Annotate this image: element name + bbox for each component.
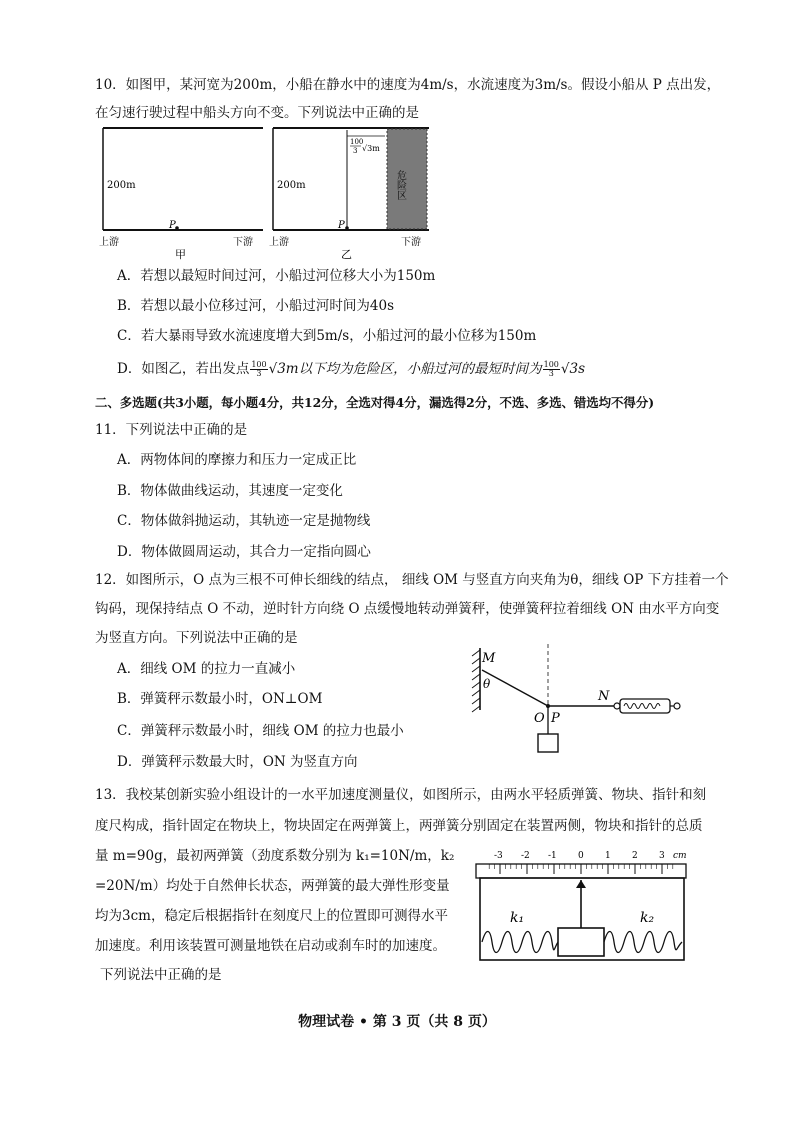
label-k1: k₁ [510,910,525,926]
q10-option-d-mid: √3m以下均为危险区，小船过河的最短时间为 [268,361,542,377]
label-theta: θ [483,677,491,691]
pointer-arrow [576,880,586,888]
caption-b: 乙 [341,248,352,261]
q13-stem-line6: 加速度。利用该装置可测量地铁在启动或刹车时的加速度。 [95,938,446,954]
figure-b [269,128,429,261]
q12-option-d: D．弹簧秤示数最大时，ON 为竖直方向 [117,754,358,770]
start-point-b [345,226,349,230]
scale-tick-labels [494,851,665,861]
tick-label: 2 [632,851,638,861]
section-2-heading: 二、多选题(共3小题，每小题4分，共12分，全选对得4分，漏选得2分，不选、多选、错选均不得分) [95,395,655,410]
caption-a: 甲 [175,248,186,261]
page-footer: 物理试卷 • 第 3 页（共 8 页） [298,1014,496,1030]
q13-stem-line2: 度尺构成，指针固定在物块上，物块固定在两弹簧上，两弹簧分别固定在装置两侧，物块和指针的总质 [95,818,703,834]
q12-option-b: B．弹簧秤示数最小时，ON⊥OM [117,691,323,707]
label-p: P [551,711,560,726]
fraction-2-den: 3 [548,369,554,378]
tick-label: -2 [521,851,530,861]
q11-stem: 11．下列说法中正确的是 [95,422,248,438]
width-label-b: 200m [277,180,306,191]
wall-hatching [472,650,480,712]
tick-label: -3 [494,851,503,861]
string-om [482,670,548,706]
danger-distance-num: 100 [350,138,364,146]
q10-option-b: B．若想以最小位移过河，小船过河时间为40s [117,298,395,314]
q13-accelerometer-figure [470,844,692,966]
block [558,928,604,956]
q12-figure [466,640,686,760]
q11-option-c: C．物体做斜抛运动，其轨迹一定是抛物线 [117,513,371,529]
downstream-label-a: 下游 [233,237,253,248]
start-point-a [175,226,179,230]
spring-balance [614,699,680,713]
tick-label: -1 [548,851,557,861]
q11-option-a: A．两物体间的摩擦力和压力一定成正比 [117,452,357,468]
spring-k1 [482,932,558,953]
fraction-2 [543,361,560,378]
point-label-b: P [338,220,345,231]
q12-option-a: A．细线 OM 的拉力一直减小 [117,661,296,677]
q13-stem-line7: 下列说法中正确的是 [100,967,222,983]
label-m: M [482,651,496,666]
q10-option-a: A．若想以最短时间过河，小船过河位移大小为150m [117,268,436,284]
point-label-a: P [169,220,176,231]
q13-stem-line4: =20N/m）均处于自然伸长状态，两弹簧的最大弹性形变量 [95,878,450,894]
tick-label: 3 [659,851,665,861]
figure-a [99,128,263,261]
q10-option-d-end: √3s [560,361,586,377]
danger-distance-den: 3 [353,147,358,155]
q11-option-b: B．物体做曲线运动，其速度一定变化 [117,483,343,499]
hook-weight [538,734,558,752]
downstream-label-b: 下游 [401,237,421,248]
fraction-1 [250,361,267,378]
q13-stem-line3: 量 m=90g，最初两弹簧（劲度系数分别为 k₁=10N/m，k₂ [95,848,455,864]
q10-option-d-pre: D．如图乙，若出发点 [117,361,250,377]
q12-stem-line1: 12．如图所示，O 点为三根不可伸长细线的结点， 细线 OM 与竖直方向夹角为θ，细线 OP 下方挂着一个 [95,572,729,588]
danger-distance-tail: √3m [362,144,380,153]
q12-stem-line3: 为竖直方向。下列说法中正确的是 [95,630,298,646]
scale-unit: cm [673,851,687,861]
label-o: O [534,711,545,726]
q13-stem-line5: 均为3cm，稳定后根据指针在刻度尺上的位置即可测得水平 [95,908,448,924]
upstream-label-a: 上游 [99,237,119,248]
upstream-label-b: 上游 [269,237,289,248]
q10-stem-line2: 在匀速行驶过程中船头方向不变。下列说法中正确的是 [95,105,419,121]
q13-stem-line1: 13．我校某创新实验小组设计的一水平加速度测量仪，如图所示，由两水平轻质弹簧、物块、指针和刻 [95,787,707,803]
fraction-1-den: 3 [256,369,262,378]
q12-option-c: C．弹簧秤示数最小时，细线 OM 的拉力也最小 [117,723,404,739]
label-n: N [598,689,610,704]
width-label-a: 200m [107,180,136,191]
tick-label: 1 [605,851,611,861]
q10-option-d [117,360,585,378]
q10-river-figure [95,124,435,264]
danger-zone-label: 危险区 [394,170,406,200]
q10-stem-line1: 10．如图甲，某河宽为200m，小船在静水中的速度为4m/s，水流速度为3m/s。假设小船从 P 点出发， [95,77,721,93]
fraction-1-num: 100 [251,360,267,369]
label-k2: k₂ [640,910,655,926]
fraction-2-num: 100 [543,360,559,369]
q12-stem-line2: 钩码，现保持结点 O 不动，逆时针方向绕 O 点缓慢地转动弹簧秤，使弹簧秤拉着细线 ON 由水平方向变 [95,601,720,617]
q11-option-d: D．物体做圆周运动，其合力一定指向圆心 [117,544,371,560]
danger-zone [387,129,427,229]
tick-label: 0 [578,851,584,861]
spring-k2 [604,932,682,953]
q10-option-c: C．若大暴雨导致水流速度增大到5m/s，小船过河的最小位移为150m [117,328,537,344]
